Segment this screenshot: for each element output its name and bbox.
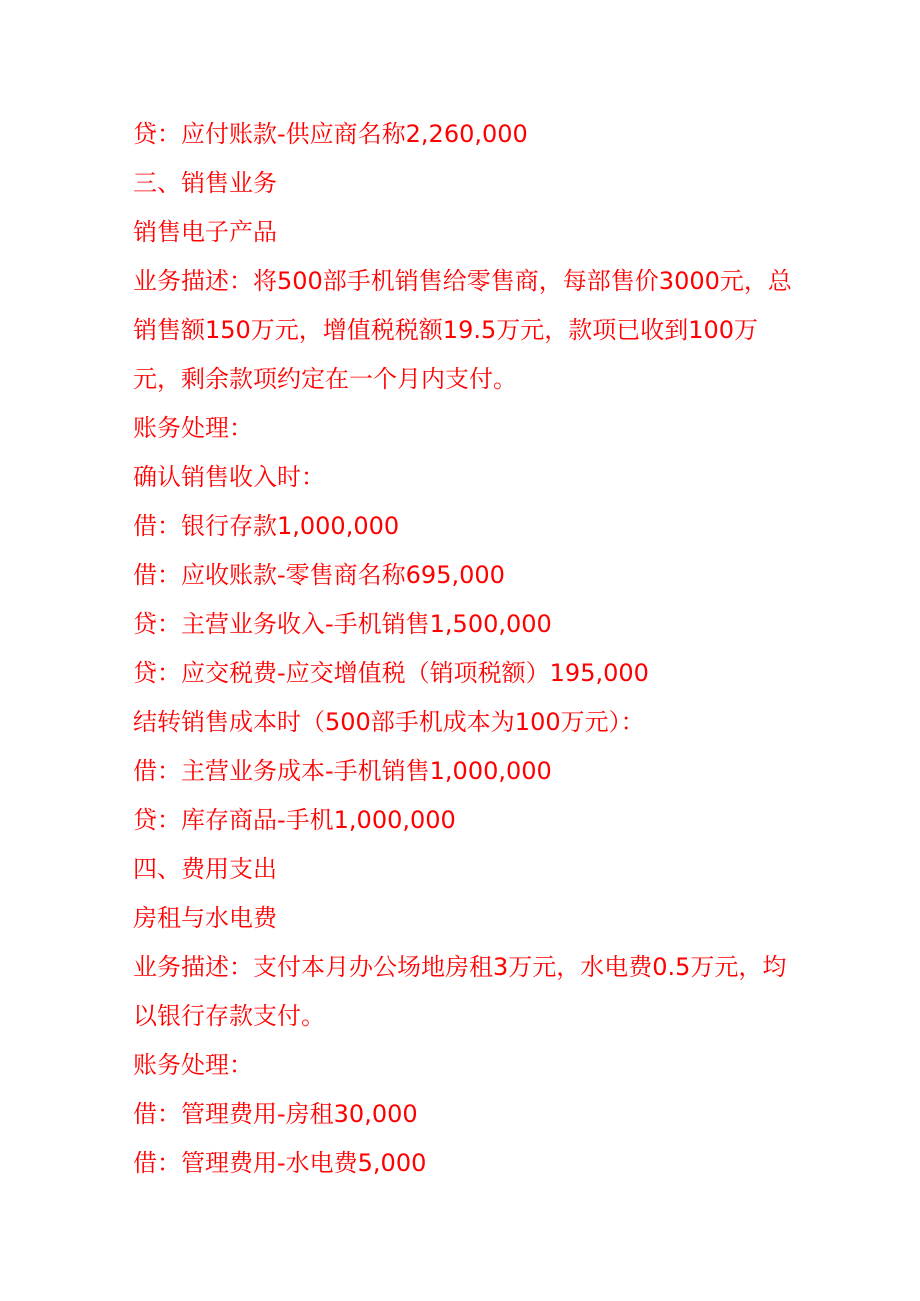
entry-credit-payable-supplier: 贷：应付账款-供应商名称2,260,000 <box>133 120 528 148</box>
accounting-treatment-label: 账务处理： <box>133 414 253 442</box>
entry-debit-main-cost: 借：主营业务成本-手机销售1,000,000 <box>133 757 552 785</box>
section-heading-expenses: 四、费用支出 <box>133 855 277 883</box>
section-heading-sales: 三、销售业务 <box>133 169 277 197</box>
carry-forward-cost-label: 结转销售成本时（500部手机成本为100万元）： <box>133 708 645 736</box>
entry-debit-receivable-retailer: 借：应收账款-零售商名称695,000 <box>133 561 505 589</box>
subheading-rent-utilities: 房租与水电费 <box>133 904 277 932</box>
subheading-sell-electronics: 销售电子产品 <box>133 218 277 246</box>
entry-debit-admin-rent: 借：管理费用-房租30,000 <box>133 1100 418 1128</box>
recognize-revenue-label: 确认销售收入时： <box>133 463 325 491</box>
entry-credit-inventory: 贷：库存商品-手机1,000,000 <box>133 806 456 834</box>
entry-credit-output-vat: 贷：应交税费-应交增值税（销项税额）195,000 <box>133 659 649 687</box>
sales-business-description: 业务描述：将500部手机销售给零售商，每部售价3000元，总销售额150万元，增值税税额19.5万元，款项已收到100万元，剩余款项约定在一个月内支付。 <box>133 267 792 393</box>
entry-credit-main-revenue: 贷：主营业务收入-手机销售1,500,000 <box>133 610 552 638</box>
document-body <box>133 110 803 1188</box>
accounting-treatment-label-2: 账务处理： <box>133 1051 253 1079</box>
expense-business-description: 业务描述：支付本月办公场地房租3万元，水电费0.5万元，均以银行存款支付。 <box>133 953 787 1030</box>
entry-debit-admin-utilities: 借：管理费用-水电费5,000 <box>133 1149 427 1177</box>
entry-debit-bank-deposit: 借：银行存款1,000,000 <box>133 512 400 540</box>
